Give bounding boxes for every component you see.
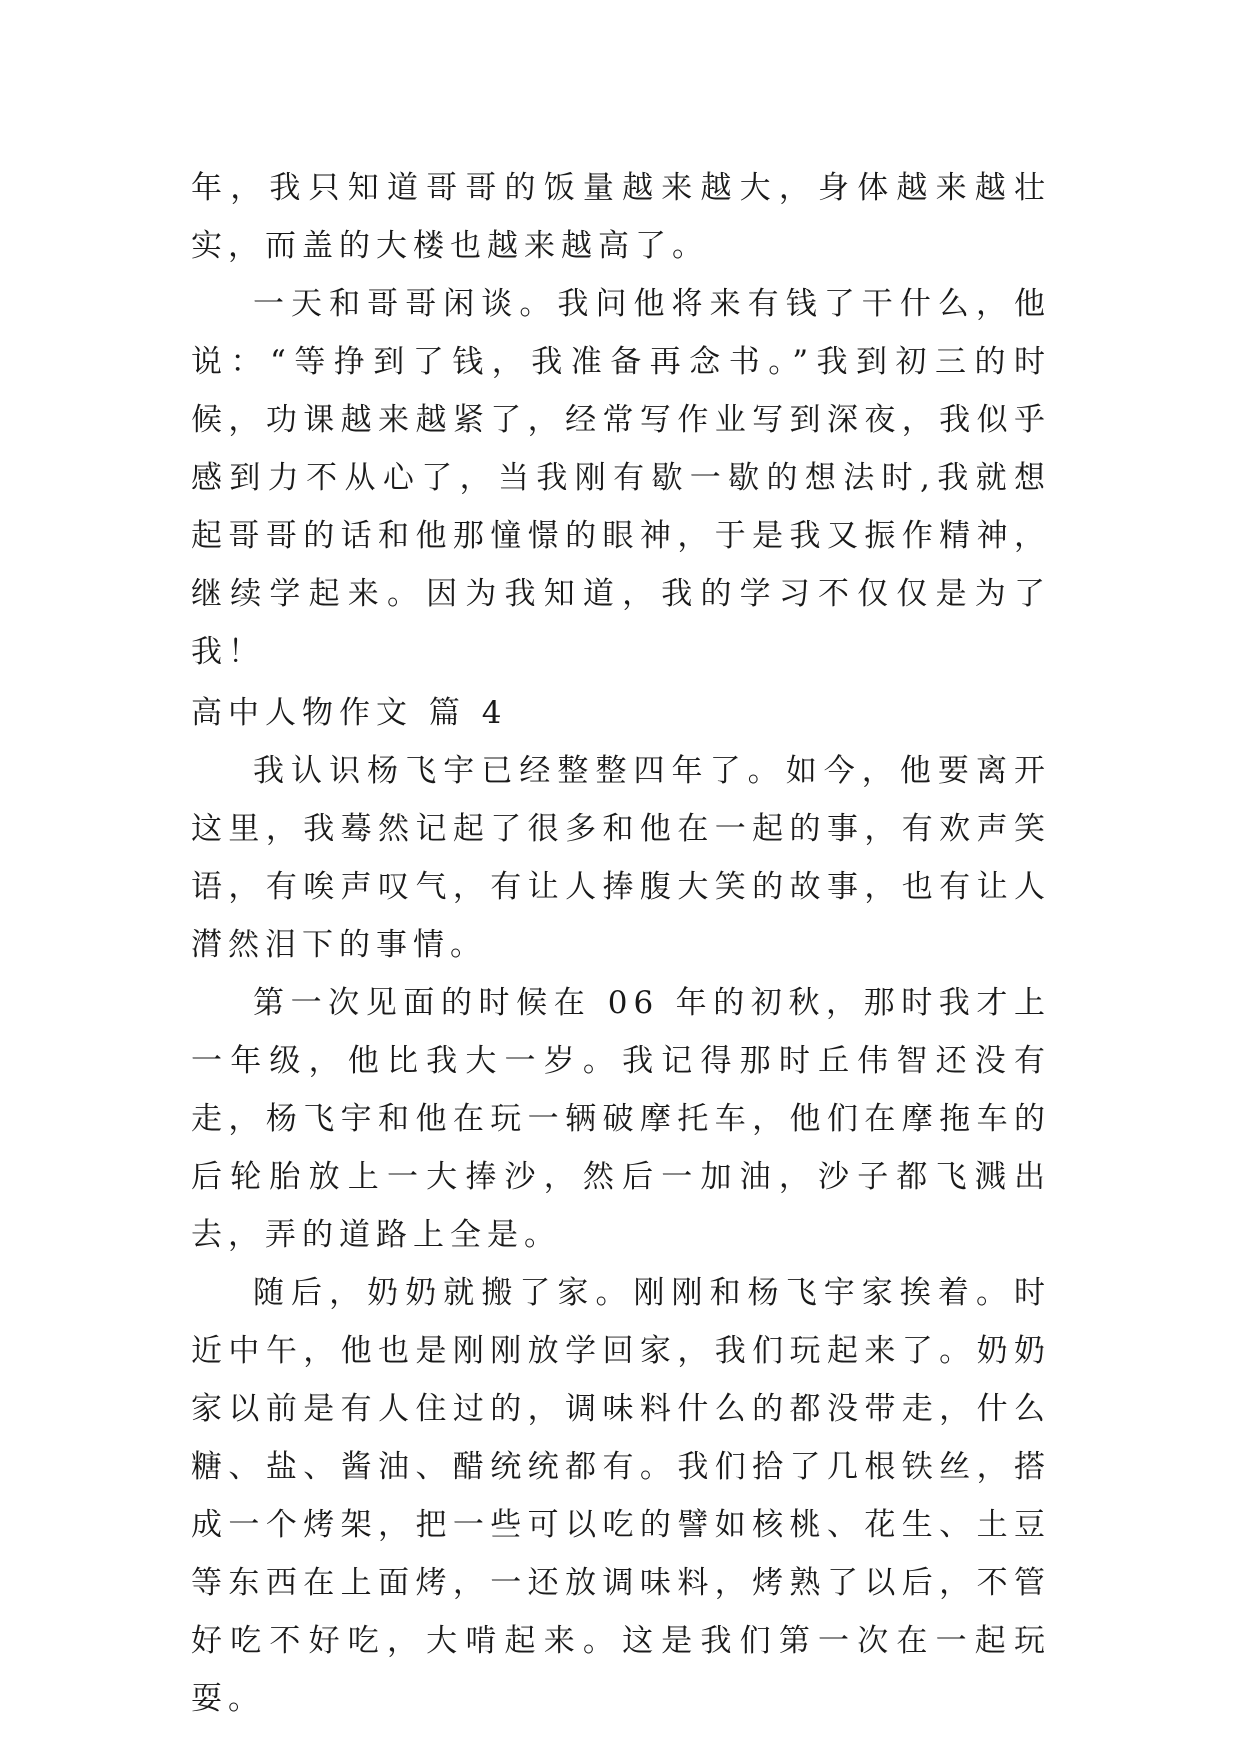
- paragraph-moving: 随后，奶奶就搬了家。刚刚和杨飞宇家挨着。时近中午，他也是刚刚放学回家，我们玩起来了。奶奶家以前是有人住过的，调味料什么的都没带走，什么糖、盐、酱油、醋统统都有。我们拾了几根铁丝，搭成一个烤架，把一些可以吃的譬如核桃、花生、土豆等东西在上面烤，一还放调味料，烤熟了以后，不管好吃不好吃，大啃起来。这是我们第一次在一起玩耍。: [191, 1275, 1051, 1717]
- paragraph-first-meeting: 第一次见面的时候在 06 年的初秋，那时我才上一年级，他比我大一岁。我记得那时丘伟智还没有走，杨飞宇和他在玩一辆破摩托车，他们在摩拖车的后轮胎放上一大捧沙，然后一加油，沙子都飞溅出去，弄的道路上全是。: [191, 985, 1051, 1253]
- paragraph-ending: 年，我只知道哥哥的饭量越来越大，身体越来越壮实，而盖的大楼也越来越高了。: [191, 170, 1051, 264]
- paragraph-intro: 我认识杨飞宇已经整整四年了。如今，他要离开这里，我蓦然记起了很多和他在一起的事，有欢声笑语，有唉声叹气，有让人捧腹大笑的故事，也有让人潸然泪下的事情。: [191, 753, 1051, 963]
- essay-section-4: [191, 684, 1051, 1728]
- paragraph-chat-with-brother: 一天和哥哥闲谈。我问他将来有钱了干什么，他说：“等挣到了钱，我准备再念书。”我到初三的时候，功课越来越紧了，经常写作业写到深夜，我似乎感到力不从心了，当我刚有歇一歇的想法时,我就想起哥哥的话和他那憧憬的眼神，于是我又振作精神，继续学起来。因为我知道，我的学习不仅仅是为了我！: [191, 286, 1051, 670]
- essay-continuation: [191, 159, 1051, 681]
- section-heading: 高中人物作文 篇 4: [191, 695, 508, 731]
